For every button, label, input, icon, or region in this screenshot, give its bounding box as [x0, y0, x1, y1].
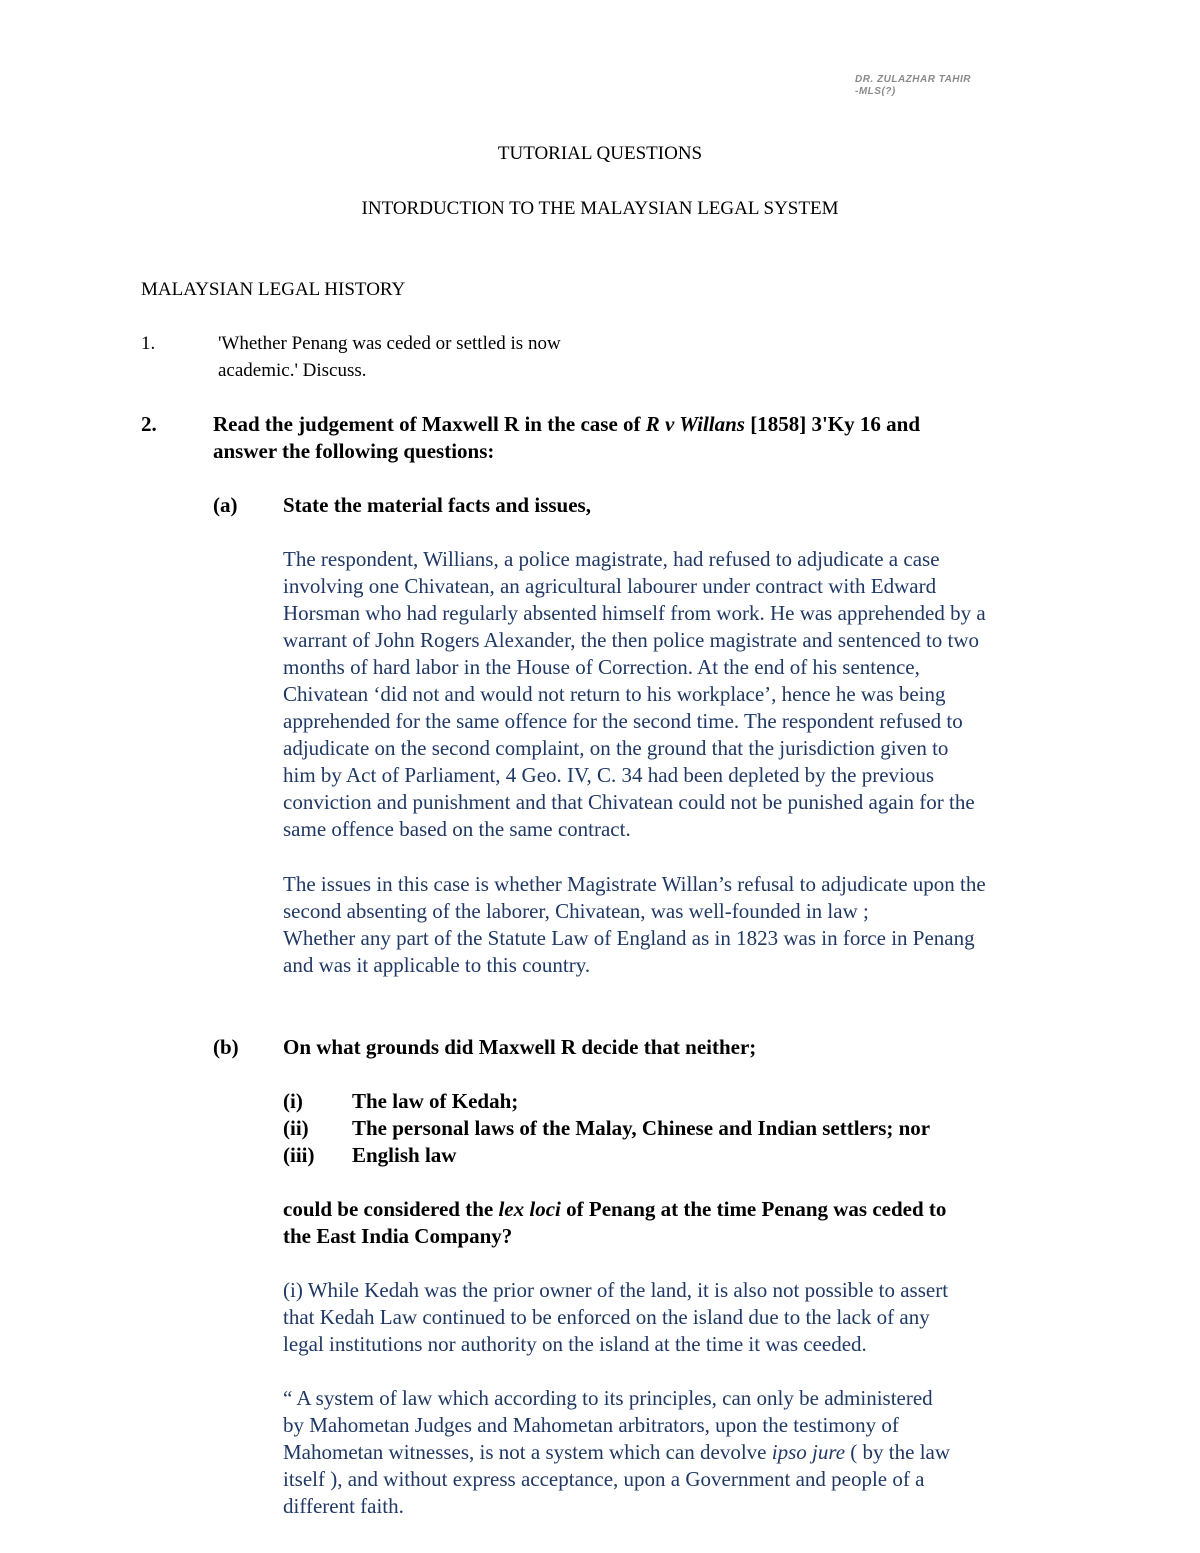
answer-a-facts — [283, 546, 986, 843]
document-title: TUTORIAL QUESTIONS — [497, 143, 703, 164]
answer-a-facts-line: adjudicate on the second complaint, on the ground that the jurisdiction given to — [283, 736, 949, 760]
answer-a-facts-line: months of hard labor in the House of Correction. At the end of his sentence, — [283, 655, 920, 679]
part-b-item-label: (i) — [283, 1089, 303, 1113]
part-b-label: (b) — [213, 1035, 239, 1059]
lex-loci-term: lex loci — [498, 1197, 561, 1221]
answer-a-facts-line: involving one Chivatean, an agricultural labourer under contract with Edward — [283, 574, 937, 598]
quote-line: itself ), and without express acceptance, upon a Government and people of a — [283, 1467, 925, 1491]
quote-line: different faith. — [283, 1494, 404, 1518]
part-b-tail-line-2: the East India Company? — [283, 1224, 513, 1248]
question-2-number: 2. — [141, 412, 157, 436]
part-b-question: On what grounds did Maxwell R decide that neither; — [283, 1035, 757, 1059]
part-b-item-text: English law — [352, 1143, 457, 1167]
document-subtitle: INTORDUCTION TO THE MALAYSIAN LEGAL SYSTEM — [361, 198, 839, 219]
part-b-tail-text-b: of Penang at the time Penang was ceded to — [560, 1197, 947, 1221]
part-a-question: State the material facts and issues, — [283, 493, 591, 517]
answer-b-i — [283, 1277, 948, 1358]
quoted-passage — [283, 1385, 950, 1520]
answer-a-facts-line: conviction and punishment and that Chivatean could not be punished again for the — [283, 790, 975, 814]
question-2-line-2: answer the following questions: — [213, 439, 495, 463]
quote-text-b: ( by the law — [845, 1440, 951, 1464]
answer-a-issues-line: second absenting of the laborer, Chivatean, was well-founded in law ; — [283, 899, 869, 923]
answer-a-facts-line: The respondent, Willians, a police magistrate, had refused to adjudicate a case — [283, 547, 940, 571]
question-1-line-2: academic.' Discuss. — [218, 360, 367, 381]
answer-b-i-line: that Kedah Law continued to be enforced on the island due to the lack of any — [283, 1305, 930, 1329]
question-1-number: 1. — [141, 333, 156, 354]
answer-a-facts-line: Chivatean ‘did not and would not return to his workplace’, hence he was being — [283, 682, 946, 706]
question-2-text-b: [1858] 3'Ky 16 and — [744, 412, 920, 436]
ipso-jure-term: ipso jure — [771, 1440, 846, 1464]
part-b-tail-line-1 — [283, 1196, 946, 1223]
part-b-item-label: (iii) — [283, 1143, 315, 1167]
answer-a-facts-line: apprehended for the same offence for the second time. The respondent refused to — [283, 709, 963, 733]
author-header — [855, 74, 971, 98]
quote-line: by Mahometan Judges and Mahometan arbitrators, upon the testimony of — [283, 1413, 899, 1437]
case-name: R v Willans — [645, 412, 745, 436]
answer-a-facts-line: Horsman who had regularly absented himself from work. He was apprehended by a — [283, 601, 986, 625]
answer-a-facts-line: warrant of John Rogers Alexander, the then police magistrate and sentenced to two — [283, 628, 980, 652]
part-a-label: (a) — [213, 493, 238, 517]
author-code: -MLS(?) — [855, 86, 896, 97]
part-b-tail-text-a: could be considered the — [283, 1197, 499, 1221]
answer-b-i-line: (i) While Kedah was the prior owner of the land, it is also not possible to assert — [283, 1278, 949, 1302]
quote-text-a: Mahometan witnesses, is not a system which can devolve — [283, 1440, 772, 1464]
section-heading: MALAYSIAN LEGAL HISTORY — [141, 279, 406, 300]
answer-a-facts-line: same offence based on the same contract. — [283, 817, 631, 841]
question-1-line-1: 'Whether Penang was ceded or settled is now — [218, 333, 561, 354]
part-b-item-text: The law of Kedah; — [352, 1089, 519, 1113]
answer-a-facts-line: him by Act of Parliament, 4 Geo. IV, C. 34 had been depleted by the previous — [283, 763, 935, 787]
answer-a-issues — [283, 871, 986, 979]
quote-line: “ A system of law which according to its principles, can only be administered — [283, 1386, 933, 1410]
part-b-item-label: (ii) — [283, 1116, 309, 1140]
answer-b-i-line: legal institutions nor authority on the island at the time it was ceeded. — [283, 1332, 867, 1356]
quote-line — [283, 1439, 950, 1466]
question-2-text-a: Read the judgement of Maxwell R in the case of — [213, 412, 646, 436]
answer-a-issues-line: and was it applicable to this country. — [283, 953, 591, 977]
answer-a-issues-line: The issues in this case is whether Magistrate Willan’s refusal to adjudicate upon the — [283, 872, 986, 896]
answer-a-issues-line: Whether any part of the Statute Law of England as in 1823 was in force in Penang — [283, 926, 975, 950]
part-b-item-text: The personal laws of the Malay, Chinese and Indian settlers; nor — [352, 1116, 931, 1140]
question-2-line-1 — [213, 411, 920, 438]
author-name: DR. ZULAZHAR TAHIR — [855, 74, 972, 85]
